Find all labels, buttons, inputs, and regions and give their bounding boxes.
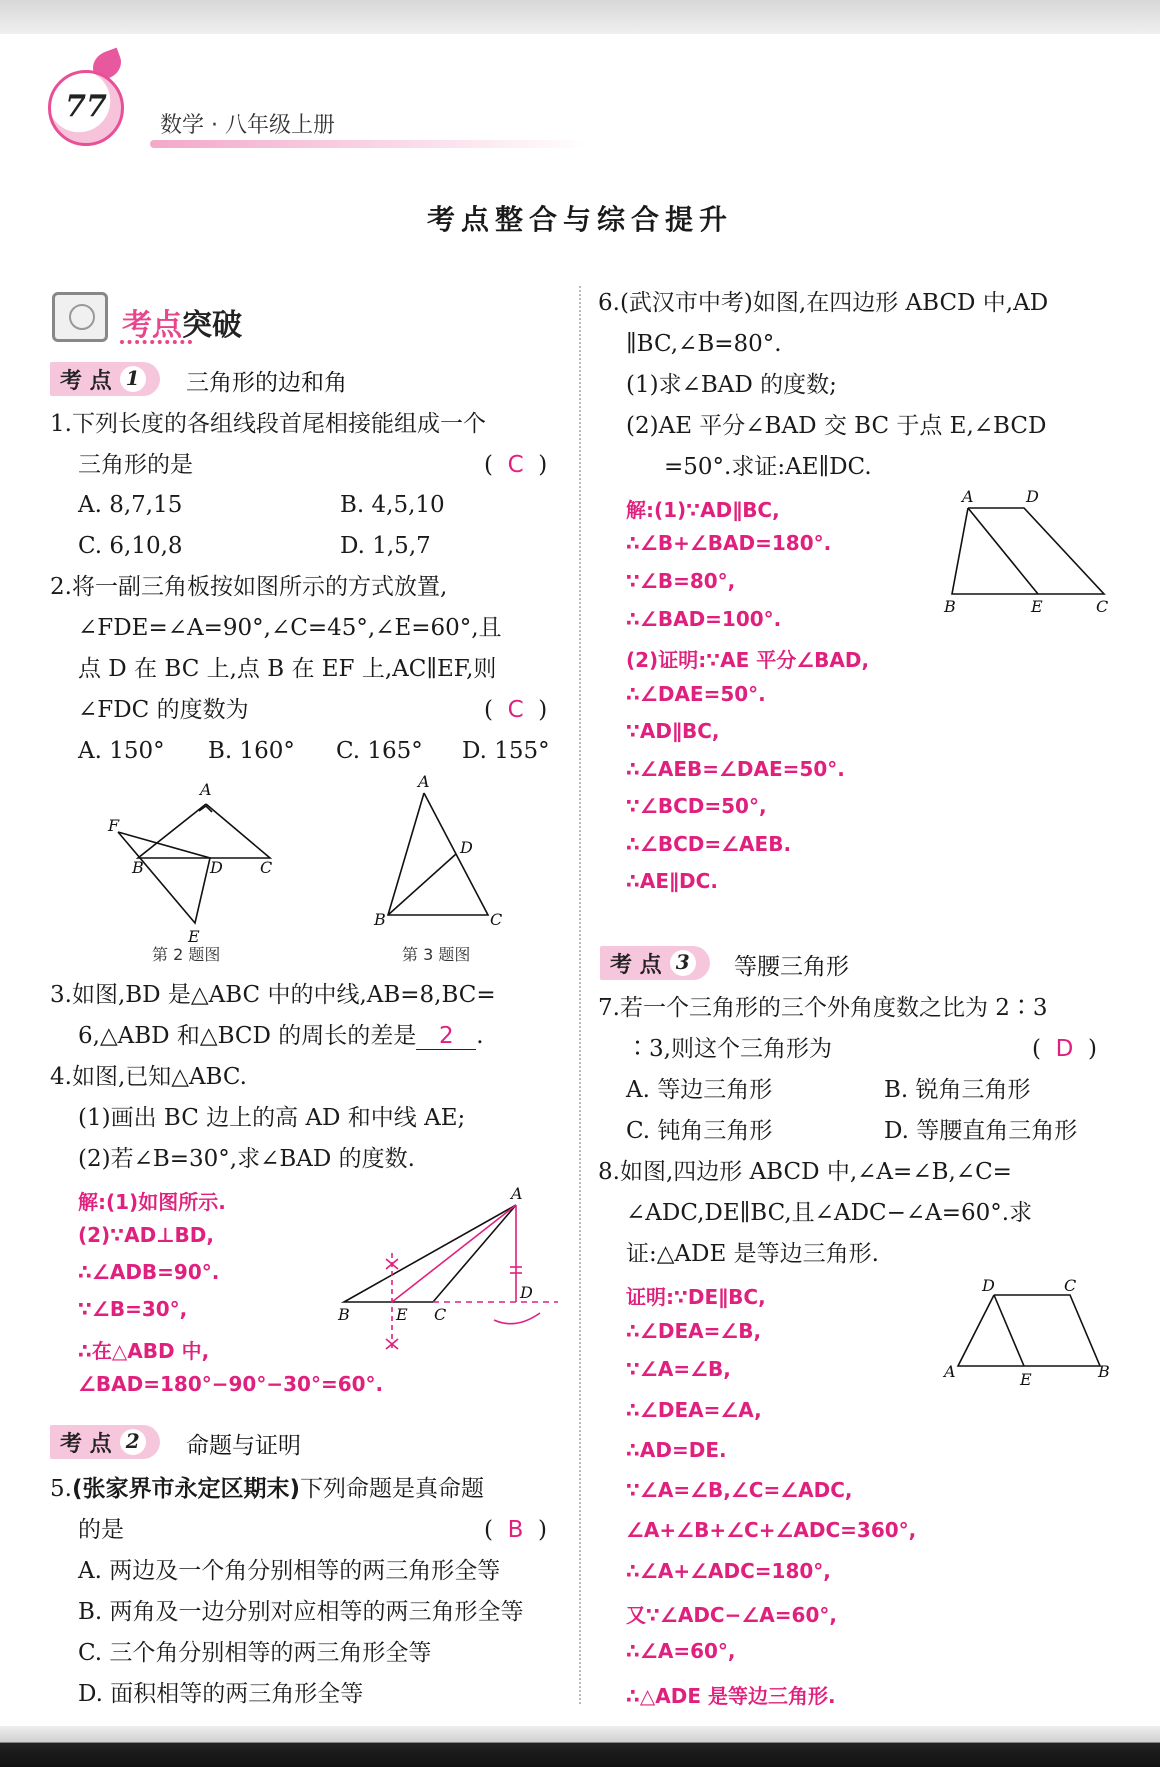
q5-answer-bracket: ( B ) [484,1517,547,1543]
q4-solution-line: (2)∵AD⊥BD, [78,1223,214,1247]
q6-solution-line: 解:(1)∵AD∥BC, [626,498,780,522]
q8-solution-line: ∴∠DEA=∠A, [626,1398,762,1422]
q1-option-a: A. 8,7,15 [78,492,183,518]
fig3-label-d: D [460,838,473,857]
topic-tag-label: 考 点 [610,952,662,978]
q1-answer: C [507,452,524,478]
q5-number: 5. [50,1476,72,1502]
q1-answer-bracket: ( C ) [484,452,548,478]
q6-line4: (2)AE 平分∠BAD 交 BC 于点 E,∠BCD [626,413,1047,439]
fig3-label-b: B [374,910,386,929]
fig8-label-e: E [1020,1370,1032,1389]
q8-solution-line: ∵∠A=∠B, [626,1357,731,1381]
q5-line1-text: 下列命题是真命题 [299,1476,484,1502]
q2-answer: C [507,697,524,723]
q7-answer: D [1055,1036,1074,1062]
figure-q4 [336,1185,566,1355]
q1-option-c: C. 6,10,8 [78,533,183,559]
q1-option-b: B. 4,5,10 [340,492,445,518]
page-number-badge [48,70,124,146]
q6-line5: =50°.求证:AE∥DC. [664,454,872,480]
q6-solution-line: ∴∠DAE=50°. [626,682,766,706]
fig2-caption: 第 2 题图 [152,945,221,964]
q6-line1: 6.(武汉市中考)如图,在四边形 ABCD 中,AD [598,290,1049,316]
q2-option-c: C. 165° [336,738,423,764]
fig8-label-b: B [1098,1362,1110,1381]
q3-answer: 2 [438,1023,454,1049]
q2-line2: ∠FDE=∠A=90°,∠C=45°,∠E=60°,且 [78,615,502,641]
topic-tag-3 [600,946,710,980]
q5-source: (张家界市永定区期末) [71,1476,300,1502]
q7-line1: 7.若一个三角形的三个外角度数之比为 2∶3 [598,995,1048,1021]
figure-q3 [374,772,510,935]
column-divider [579,286,581,1704]
q5-option-c: C. 三个角分别相等的两三角形全等 [78,1640,432,1666]
fig4-label-a: A [511,1184,523,1203]
fig4-label-b: B [338,1305,350,1324]
q8-solution-line: ∠A+∠B+∠C+∠ADC=360°, [626,1518,917,1542]
q8-solution-line: ∴∠A=60°, [626,1639,736,1663]
q7-option-d: D. 等腰直角三角形 [884,1118,1078,1144]
q7-line2: ∶3,则这个三角形为 [626,1036,832,1062]
q2-option-a: A. 150° [78,738,165,764]
fig6-label-c: C [1096,597,1109,616]
q6-line2: ∥BC,∠B=80°. [626,331,782,357]
fig6-label-a: A [962,487,974,506]
fig2-label-f: F [108,816,120,835]
q5-line2: 的是 [78,1517,124,1543]
fig4-label-e: E [396,1305,408,1324]
q1-line2: 三角形的是 [78,452,193,478]
q7-option-b: B. 锐角三角形 [884,1077,1031,1103]
topic-tag-label: 考 点 [60,1431,112,1457]
topic-title-3: 等腰三角形 [734,954,849,980]
q4-solution-line: 解:(1)如图所示. [78,1190,226,1214]
q4-solution-line: ∠BAD=180°−90°−30°=60°. [78,1372,384,1396]
q6-solution-line: ∴∠BAD=100°. [626,607,782,631]
topic-tag-number: 3 [670,950,696,976]
fig2-label-b: B [132,858,144,877]
q5-option-d: D. 面积相等的两三角形全等 [78,1681,364,1707]
q2-line3: 点 D 在 BC 上,点 B 在 EF 上,AC∥EF,则 [78,656,497,682]
fig4-label-c: C [434,1305,447,1324]
q4-solution-line: ∴在△ABD 中, [78,1339,210,1363]
figure-q6 [940,487,1110,620]
q8-solution-line: 证明:∵DE∥BC, [626,1285,766,1309]
q6-solution-line: ∵∠B=80°, [626,569,736,593]
q6-solution-line: ∴AE∥DC. [626,869,718,893]
topic-tag-2 [50,1425,160,1459]
q3-line2 [78,1021,484,1051]
main-title: 考点整合与综合提升 [426,203,733,236]
q6-solution-line: ∵AD∥BC, [626,719,720,743]
fig6-label-b: B [944,597,956,616]
topic-tag-number: 1 [120,366,146,392]
q8-solution-line: 又∵∠ADC−∠A=60°, [626,1603,837,1627]
q6-solution-line: (2)证明:∵AE 平分∠BAD, [626,648,870,672]
topic-tag-number: 2 [120,1429,146,1455]
fig8-label-a: A [944,1362,956,1381]
fig3-label-c: C [490,910,503,929]
q1-option-d: D. 1,5,7 [340,533,431,559]
fig8-label-d: D [982,1276,995,1295]
q6-solution-line: ∴∠AEB=∠DAE=50°. [626,757,845,781]
q4-solution-line: ∵∠B=30°, [78,1297,188,1321]
topic-title-2: 命题与证明 [186,1433,301,1459]
topic-title-1: 三角形的边和角 [186,370,347,396]
fig2-label-d: D [210,858,223,877]
q6-solution-line: ∴∠BCD=∠AEB. [626,832,792,856]
q8-solution-line: ∴∠DEA=∠B, [626,1319,762,1343]
top-bar [0,0,1160,34]
fig2-label-c: C [260,858,273,877]
q6-solution-line: ∵∠BCD=50°, [626,794,767,818]
q8-line2: ∠ADC,DE∥BC,且∠ADC−∠A=60°.求 [626,1200,1033,1226]
figure-q8 [940,1275,1120,1389]
topic-tag-1 [50,362,160,396]
q8-line3: 证:△ADE 是等边三角形. [626,1241,879,1267]
fig2-label-e: E [188,927,200,946]
q6-solution-line: ∴∠B+∠BAD=180°. [626,531,832,555]
bottom-bar [0,1726,1160,1767]
q4-solution-line: ∴∠ADB=90°. [78,1260,220,1284]
fig6-label-d: D [1026,487,1039,506]
q4-line3: (2)若∠B=30°,求∠BAD 的度数. [78,1146,415,1172]
q7-answer-bracket: ( D ) [1032,1036,1097,1062]
q2-line1: 2.将一副三角板按如图所示的方式放置, [50,574,448,600]
q8-solution-line: ∴△ADE 是等边三角形. [626,1684,836,1708]
q8-solution-line: ∴AD=DE. [626,1438,727,1462]
topic-tag-label: 考 点 [60,368,112,394]
section-heading-part2: 突破 [182,308,242,343]
section-heading [122,300,242,344]
q4-line1: 4.如图,已知△ABC. [50,1064,247,1090]
q2-option-b: B. 160° [208,738,295,764]
fig6-label-e: E [1031,597,1043,616]
page-number: 77 [65,89,107,124]
book-title: 数学 · 八年级上册 [160,113,335,138]
q8-solution-line: ∵∠A=∠B,∠C=∠ADC, [626,1478,853,1502]
q7-option-a: A. 等边三角形 [626,1077,773,1103]
fig2-label-a: A [200,780,212,799]
header-stripe [150,140,590,148]
q5-option-a: A. 两边及一个角分别相等的两三角形全等 [78,1558,501,1584]
q3-line1: 3.如图,BD 是△ABC 中的中线,AB=8,BC= [50,982,496,1008]
fig8-label-c: C [1064,1276,1077,1295]
q3-line2-text: 6,△ABD 和△BCD 的周长的差是 [78,1023,417,1049]
q7-option-c: C. 钝角三角形 [626,1118,773,1144]
fig3-label-a: A [418,772,430,791]
q8-line1: 8.如图,四边形 ABCD 中,∠A=∠B,∠C= [598,1159,1012,1185]
q5-line1 [50,1474,484,1504]
q3-line2-end: . [476,1023,484,1049]
q5-answer: B [507,1517,524,1543]
blackboard-icon [52,292,108,342]
q2-line4: ∠FDC 的度数为 [78,697,249,723]
q6-line3: (1)求∠BAD 的度数; [626,372,837,398]
q4-line2: (1)画出 BC 边上的高 AD 和中线 AE; [78,1105,466,1131]
section-heading-part1: 考点 [122,308,182,343]
figure-q2 [100,775,280,946]
q2-option-d: D. 155° [462,738,550,764]
q2-answer-bracket: ( C ) [484,697,548,723]
q1-line1: 1.下列长度的各组线段首尾相接能组成一个 [50,411,486,437]
q5-option-b: B. 两角及一边分别对应相等的两三角形全等 [78,1599,524,1625]
q3-answer-blank [416,1023,476,1050]
q8-solution-line: ∴∠A+∠ADC=180°, [626,1559,831,1583]
fig4-label-d: D [520,1283,533,1302]
section-dots [120,340,192,344]
fig3-caption: 第 3 题图 [402,945,471,964]
